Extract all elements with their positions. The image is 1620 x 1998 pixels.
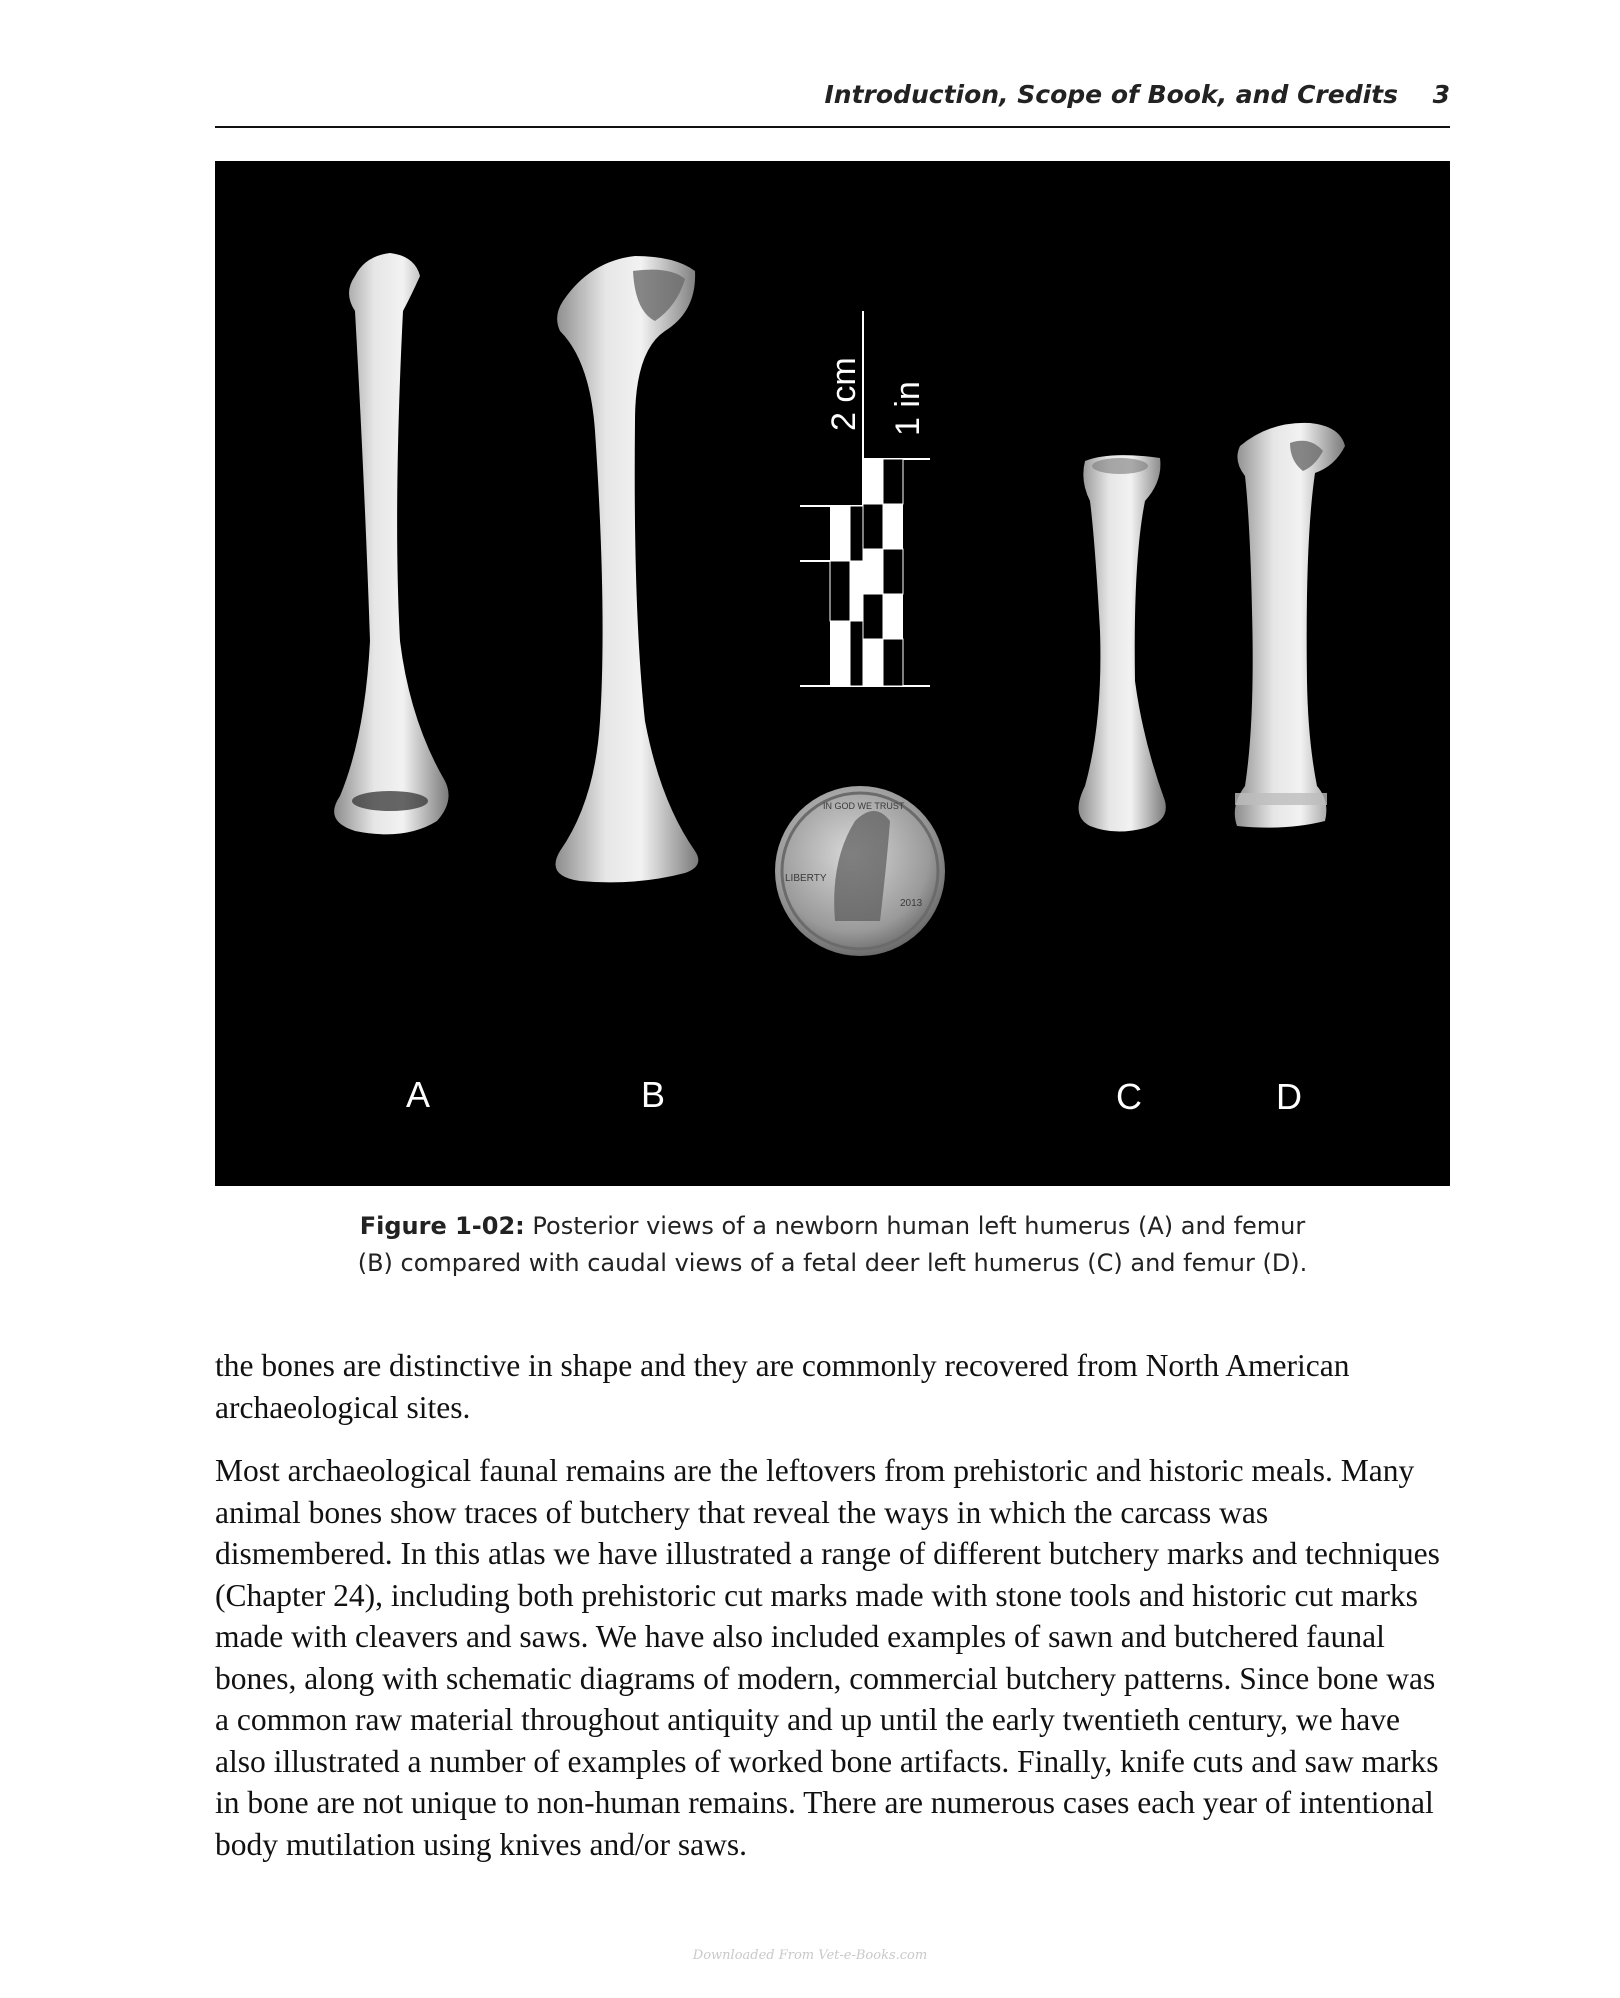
coin-text-liberty: LIBERTY <box>785 873 827 884</box>
caption-label: Figure 1-02: <box>359 1212 525 1240</box>
paragraph-2: Most archaeological faunal remains are the leftovers from prehistoric and historic meals. Many animal bones show traces of butchery that reveal the ways in which the carcass was dismembered. In this atlas we have illustrated a range of different butchery marks and techniques (Chapter 24), including both prehistoric cut marks made with stone tools and historic cut marks made with cleavers and saws. We have also included examples of sawn and butchered faunal bones, along with schematic diagrams of modern, commercial butchery patterns. Since bone was a common raw material throughout antiquity and up until the early twentieth century, we have also illustrated a number of examples of worked bone artifacts. Finally, knife cuts and saw marks in bone are not unique to non-human remains. There are numerous cases each year of intentional body mutilation using knives and/or saws. <box>215 1453 1440 1862</box>
running-header <box>215 78 1450 128</box>
bone-c-humerus <box>1079 455 1166 831</box>
coin-penny <box>775 786 945 956</box>
caption-text-2: (B) compared with caudal views of a fetal deer left humerus (C) and femur (D). <box>357 1249 1308 1277</box>
caption-line-1 <box>215 1208 1450 1245</box>
header-title: Introduction, Scope of Book, and Credits <box>824 80 1398 109</box>
watermark: Downloaded From Vet-e-Books.com <box>692 1948 928 1963</box>
figure-caption <box>215 1208 1450 1282</box>
bone-label-c: C <box>1116 1076 1142 1117</box>
coin-text-motto: IN GOD WE TRUST <box>823 801 905 811</box>
bone-b-femur <box>556 256 699 882</box>
bone-label-b: B <box>640 1074 666 1115</box>
figure-photo <box>215 161 1450 1186</box>
paragraph-1: the bones are distinctive in shape and they are commonly recovered from North American archaeological sites. <box>215 1348 1350 1425</box>
bone-a-humerus <box>334 253 448 834</box>
scale-label-in: 1 in <box>889 381 927 436</box>
page-number: 3 <box>1432 80 1450 109</box>
bone-d-femur <box>1235 423 1345 828</box>
bone-label-d: D <box>1276 1076 1302 1117</box>
scale-bar-blocks <box>830 459 903 686</box>
bone-label-a: A <box>405 1074 431 1115</box>
caption-text-1: Posterior views of a newborn human left humerus (A) and femur <box>532 1212 1306 1240</box>
body-text <box>215 1345 1450 1887</box>
coin-text-year: 2013 <box>900 898 923 909</box>
bones-photo-illustration <box>215 161 1450 1186</box>
scale-label-cm: 2 cm <box>825 357 863 431</box>
